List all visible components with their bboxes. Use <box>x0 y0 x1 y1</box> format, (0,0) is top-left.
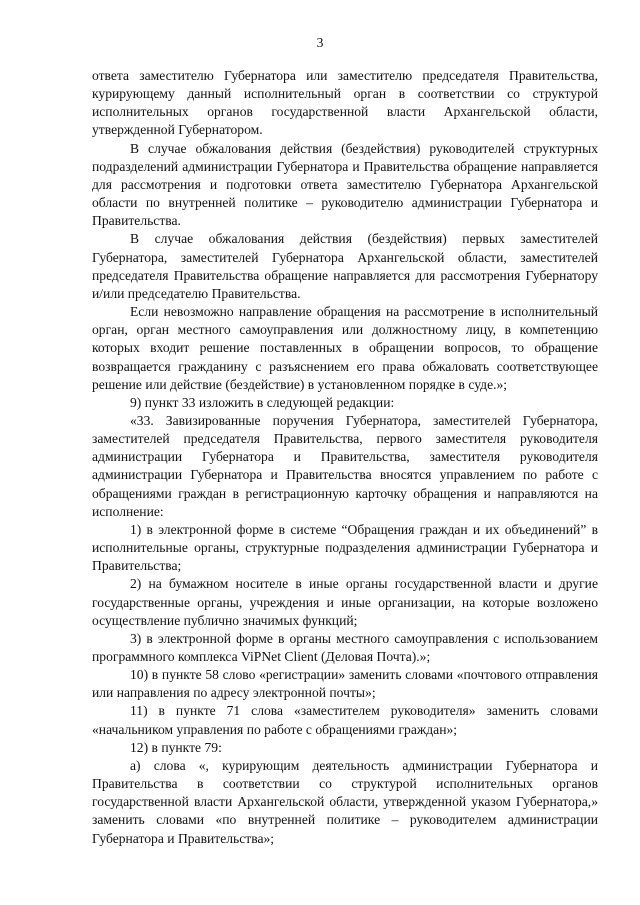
paragraph: 10) в пункте 58 слово «регистрации» заменить словами «почтового отправления или направления по адресу электронной почты»; <box>92 667 598 701</box>
paragraph: 9) пункт 33 изложить в следующей редакции: <box>130 394 395 410</box>
paragraph: В случае обжалования действия (бездействия) первых заместителей Губернатора, заместителей Губернатора Архангельской области, заместителей председателя Правительства обращение направляется для рассмотрения Губернатору и/или председателю Правительства. <box>92 231 598 301</box>
paragraph: Если невозможно направление обращения на рассмотрение в исполнительный орган, орган местного самоуправления или должностному лицу, в компетенцию которых входит решение поставленных в обращении вопросов, то обращение возвращается гражданину с разъяснением его права обжаловать соответствующее решение или действие (бездействие) в установленном порядке в суде.»; <box>92 304 598 392</box>
paragraph: В случае обжалования действия (бездействия) руководителей структурных подразделений администрации Губернатора и Правительства обращение направляется для рассмотрения и подготовки ответа заместителю Губернатора Архангельской области по внутренней политике – руководителю администрации Губернатора и Правительства. <box>92 140 598 229</box>
paragraph: «33. Завизированные поручения Губернатора, заместителей Губернатора, заместителей председателя Правительства, первого заместителя руководителя администрации Губернатора и Правительства, заместителя руководителя администрации Губернатора и Правительства вносятся управлением по работе с обращениями граждан в регистрационную карточку обращения и направляются на исполнение: <box>92 412 598 519</box>
page-number: 3 <box>316 35 324 50</box>
paragraph: 12) в пункте 79: <box>130 739 222 755</box>
paragraph: ответа заместителю Губернатора или заместителю председателя Правительства, курирующему данный исполнительный орган в соответствии со структурой исполнительных органов государственной власти Архангельской области, утвержденной Губернатором. <box>92 68 598 138</box>
paragraph: 1) в электронной форме в системе “Обращения граждан и их объединений” в исполнительные органы, структурные подразделения администрации Губернатора и Правительства; <box>92 521 598 574</box>
paragraph: а) слова «, курирующим деятельность администрации Губернатора и Правительства в соответствии со структурой исполнительных органов государственной власти Архангельской области, утвержденной указом Губернатора,» заменить словами «по внутренней политике – руководителем администрации Губернатора и Правительства»; <box>92 757 598 846</box>
paragraph: 2) на бумажном носителе в иные органы государственной власти и другие государственные органы, учреждения и иные организации, на которые возложено осуществление публично значимых функций; <box>92 576 598 628</box>
paragraph: 11) в пункте 71 слова «заместителем руководителя» заменить словами «начальником управления по работе с обращениями граждан»; <box>92 703 598 737</box>
paragraph: 3) в электронной форме в органы местного самоуправления с использованием программного комплекса ViPNet Client (Деловая Почта).»; <box>92 630 598 664</box>
document-body <box>92 67 598 848</box>
